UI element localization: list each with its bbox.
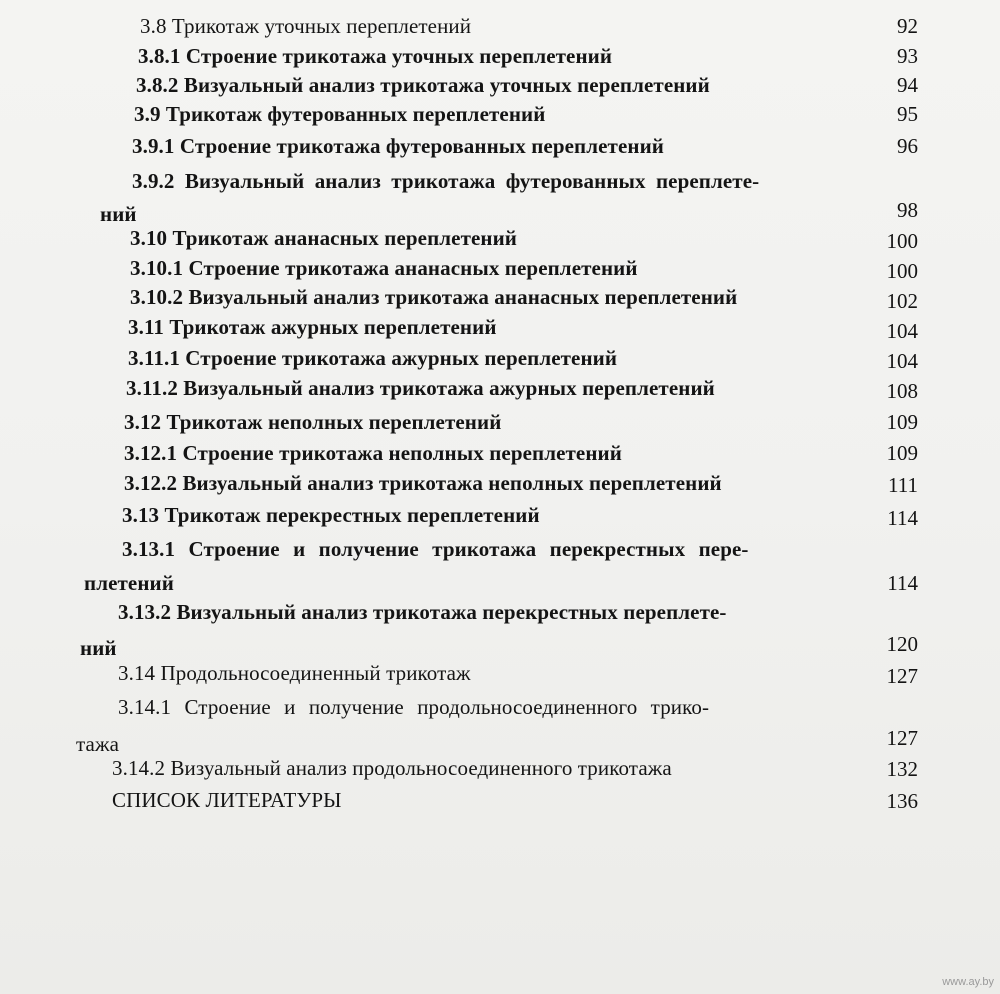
toc-entry-title: 3.14.1 Строение и получение продольносоединенного трико- [118,695,710,719]
toc-entry-title-continuation: плетений [84,571,174,595]
toc-entry-page: 114 [887,571,918,595]
toc-entry-title: 3.8 Трикотаж уточных переплетений [140,14,472,38]
toc-entry-page: 132 [886,757,918,781]
toc-entry-page: 100 [886,229,918,253]
toc-entry-title-continuation: тажа [76,732,119,756]
toc-entry-title: 3.14.2 Визуальный анализ продольносоединенного трикотажа [112,756,672,780]
toc-entry-title: 3.12 Трикотаж неполных переплетений [124,410,502,434]
toc-entry-page: 92 [897,14,918,38]
toc-entry-title: 3.11.2 Визуальный анализ трикотажа ажурных переплетений [126,376,715,400]
toc-entry-title: 3.10.2 Визуальный анализ трикотажа ананасных переплетений [130,285,738,309]
toc-entry-page: 102 [886,289,918,313]
toc-entry-page: 127 [886,664,918,688]
toc-entry-page: 93 [897,44,918,68]
toc-entry-page: 94 [897,73,918,97]
toc-entry-title: 3.8.1 Строение трикотажа уточных переплетений [138,44,613,68]
toc-entry-title: 3.11.1 Строение трикотажа ажурных переплетений [128,346,618,370]
toc-entry-page: 95 [897,102,918,126]
toc-entry-title: 3.12.1 Строение трикотажа неполных переплетений [124,441,622,465]
watermark: www.ay.by [942,976,994,988]
toc-entry-title: 3.11 Трикотаж ажурных переплетений [128,315,497,339]
toc-entry-page: 96 [897,134,918,158]
toc-entry-page: 98 [897,198,918,222]
toc-entry-page: 109 [886,410,918,434]
toc-entry-title: 3.13.1 Строение и получение трикотажа перекрестных пере- [122,537,749,561]
toc-entry-title: 3.14 Продольносоединенный трикотаж [118,661,471,685]
toc-entry-title: СПИСОК ЛИТЕРАТУРЫ [112,788,342,812]
toc-entry-page: 136 [886,789,918,813]
toc-entry-title: 3.10.1 Строение трикотажа ананасных переплетений [130,256,638,280]
toc-entry-title-continuation: ний [100,202,137,226]
toc-entry-title: 3.13.2 Визуальный анализ трикотажа перекрестных переплете- [118,600,727,624]
toc-entry-title: 3.8.2 Визуальный анализ трикотажа уточных переплетений [136,73,710,97]
toc-entry-title: 3.10 Трикотаж ананасных переплетений [130,226,518,250]
toc-entry-page: 120 [886,632,918,656]
toc-entry-page: 127 [886,726,918,750]
toc-entry-page: 104 [886,319,918,343]
toc-entry-page: 111 [888,473,918,497]
toc-entry-title: 3.9 Трикотаж футерованных переплетений [134,102,546,126]
toc-entry-title: 3.12.2 Визуальный анализ трикотажа неполных переплетений [124,471,722,495]
toc-entry-title: 3.9.1 Строение трикотажа футерованных переплетений [132,134,664,158]
toc-entry-page: 108 [886,379,918,403]
toc-entry-page: 104 [886,349,918,373]
toc-entry-page: 114 [887,506,918,530]
toc-entry-title-continuation: ний [80,636,117,660]
toc-entry-page: 109 [886,441,918,465]
toc-entry-page: 100 [886,259,918,283]
toc-entry-title: 3.9.2 Визуальный анализ трикотажа футерованных переплете- [132,169,760,193]
toc-entry-title: 3.13 Трикотаж перекрестных переплетений [122,503,540,527]
